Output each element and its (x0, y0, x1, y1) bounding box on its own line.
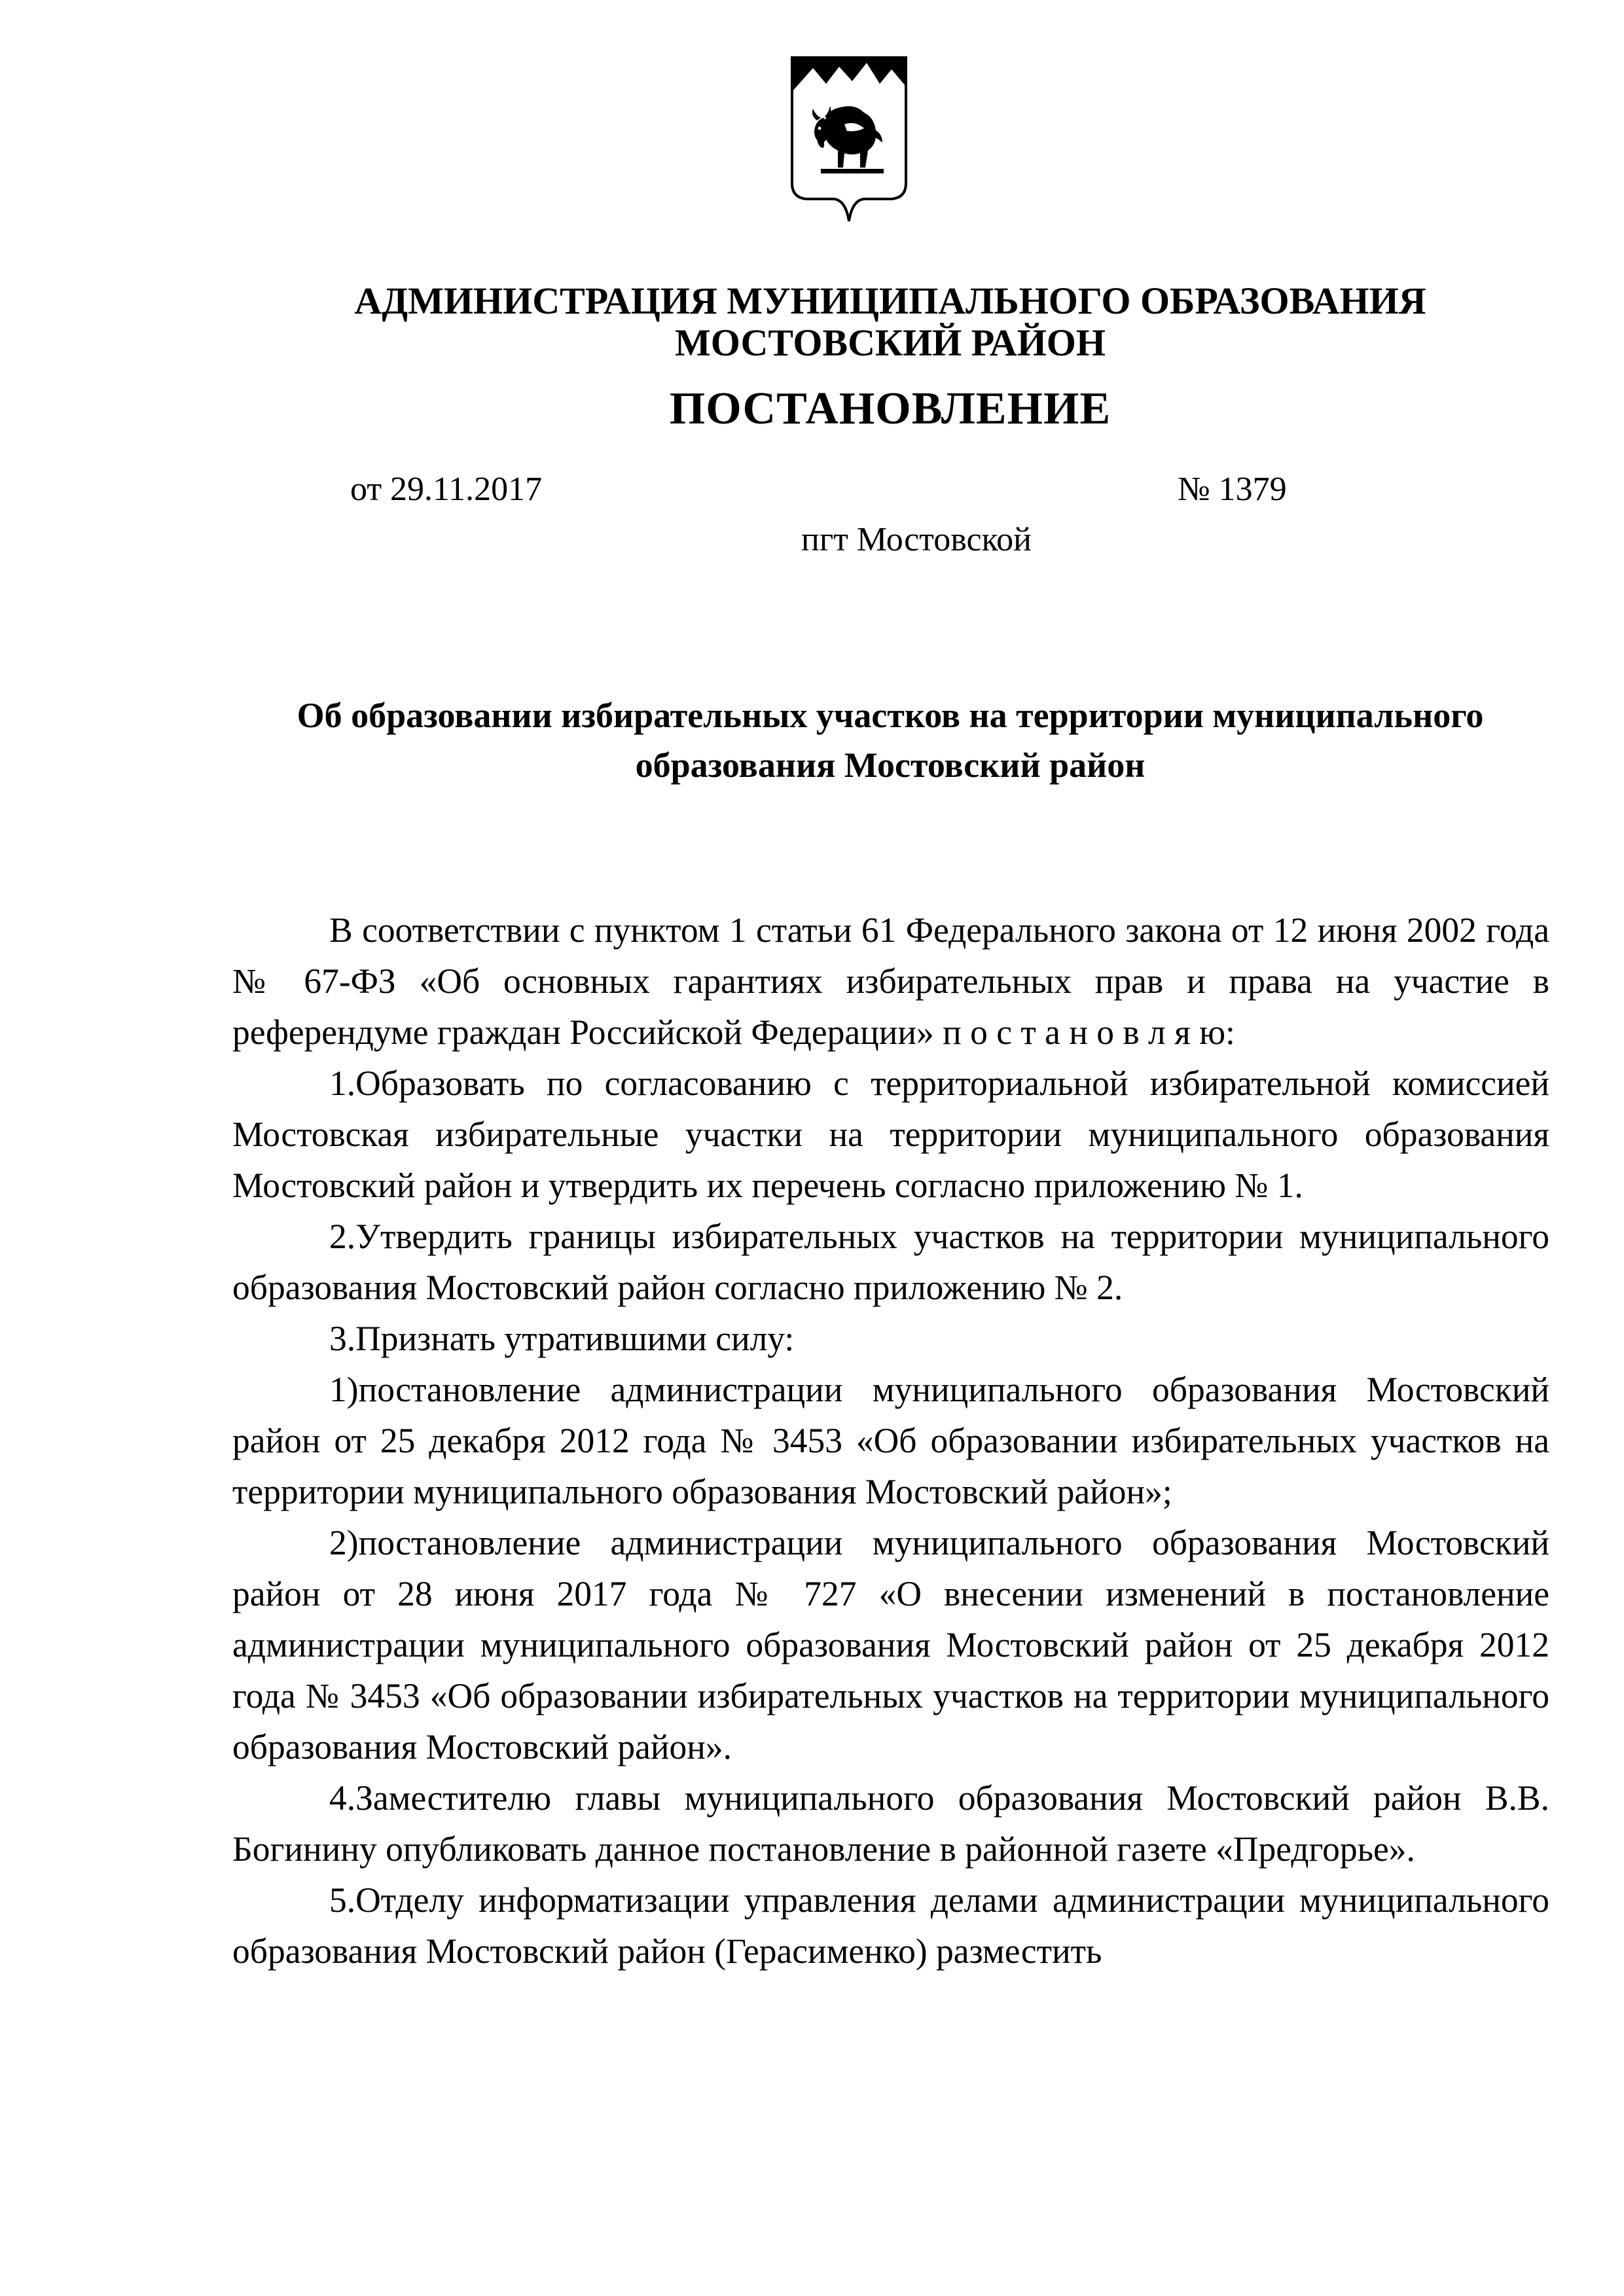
document-subject (196, 691, 1584, 790)
document-number: № 1379 (1178, 471, 1287, 508)
document-place: пгт Мостовской (801, 521, 1032, 558)
org-title-line-1: АДМИНИСТРАЦИЯ МУНИЦИПАЛЬНОГО ОБРАЗОВАНИЯ (354, 279, 1426, 322)
body-paragraph-preamble: В соответствии с пунктом 1 статьи 61 Федерального закона от 12 июня 2002 года № 67-ФЗ «Об основных гарантиях избирательных прав и права на участие в референдуме граждан Российской Федерации» п о с т а н о в л я ю: (232, 910, 1549, 1052)
subject-line-1: Об образовании избирательных участков на территории муниципального (297, 696, 1484, 735)
body-paragraph-item-3: 3.Признать утратившими силу: (329, 1319, 795, 1358)
coat-of-arms-icon (787, 52, 911, 229)
body-paragraph-item-2: 2.Утвердить границы избирательных участков на территории муниципального образования Мостовский район согласно приложению № 2. (232, 1217, 1549, 1307)
body-paragraph-item-4: 4.Заместителю главы муниципального образования Мостовский район В.В. Богинину опубликовать данное постановление в районной газете «Предгорье». (232, 1778, 1549, 1869)
body-paragraph-item-3-2: 2)постановление администрации муниципального образования Мостовский район от 28 июня 2017 года № 727 «О внесении изменений в постановление администрации муниципального образования Мостовский район от 25 декабря 2012 года № 3453 «Об образовании избирательных участков на территории муниципального образования Мостовский район». (232, 1523, 1549, 1767)
body-paragraph-item-3-1: 1)постановление администрации муниципального образования Мостовский район от 25 декабря 2012 года № 3453 «Об образовании избирательных участков на территории муниципального образования Мостовский район»; (232, 1370, 1549, 1511)
body-paragraph-item-1: 1.Образовать по согласованию с территориальной избирательной комиссией Мостовская избирательные участки на территории муниципального образования Мостовский район и утвердить их перечень согласно приложению № 1. (232, 1064, 1549, 1205)
body-paragraph-item-5: 5.Отделу информатизации управления делами администрации муниципального образования Мостовский район (Герасименко) разместить (232, 1880, 1549, 1971)
document-type: ПОСТАНОВЛЕНИЕ (669, 384, 1111, 434)
document-body (232, 905, 1549, 1977)
org-title-line-2: МОСТОВСКИЙ РАЙОН (674, 321, 1106, 364)
organization-title (196, 280, 1584, 364)
document-date: от 29.11.2017 (350, 471, 543, 508)
subject-line-2: образования Мостовский район (635, 745, 1146, 785)
